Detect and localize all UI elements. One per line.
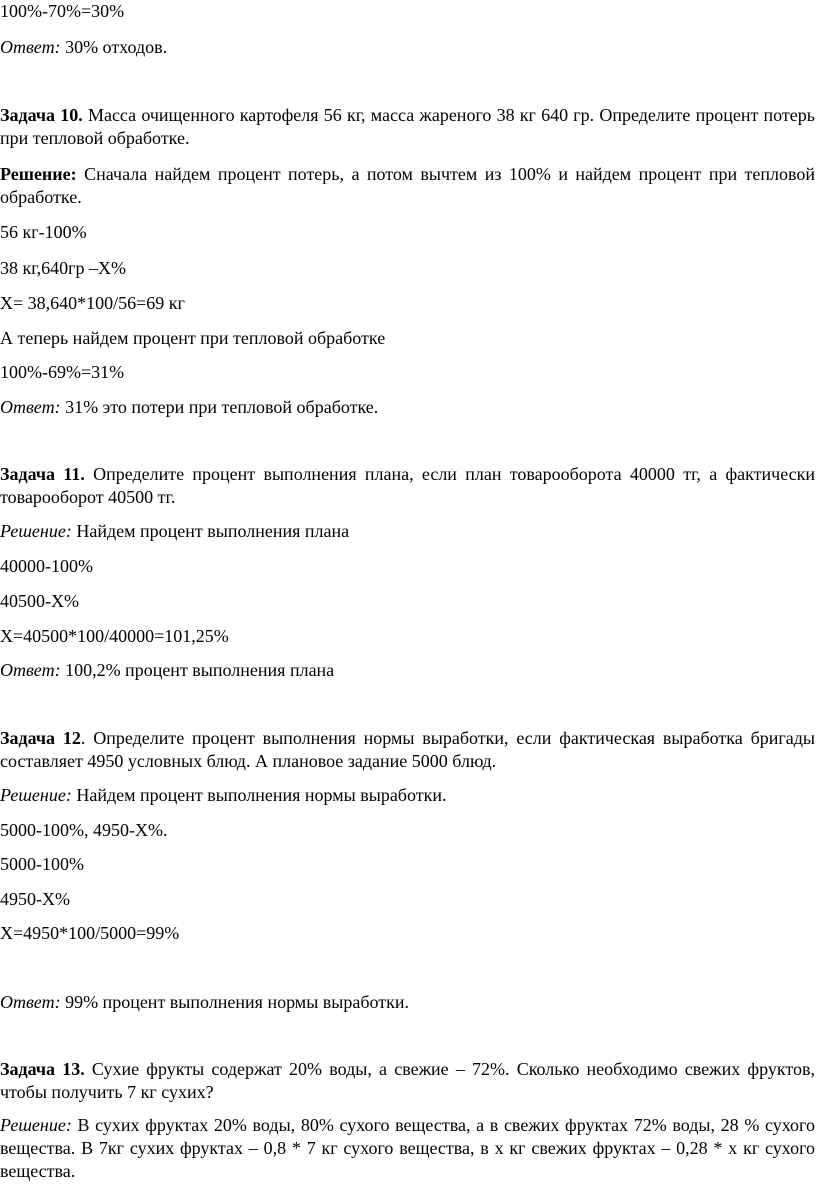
task-11-line: Х=40500*100/40000=101,25% (0, 626, 229, 646)
task-12-text: . Определите процент выполнения нормы выработки, если фактическая выработка бригады составляет 4950 условных блюд. А плановое задание 5000 блюд. (0, 728, 815, 771)
task-12-line: 5000-100% (0, 854, 84, 874)
task-11-statement (0, 463, 815, 509)
task-13-solution-label: Решение: (0, 1115, 72, 1135)
task-11-text: Определите процент выполнения плана, если план товарооборота 40000 тг, а фактически товарооборот 40500 тг. (0, 464, 816, 507)
task-11-answer-text: 100,2% процент выполнения плана (60, 660, 335, 680)
task-12-solution-label: Решение: (0, 785, 72, 805)
task-10-title: Задача 10. (0, 105, 83, 125)
task-10-solution-text: Сначала найдем процент потерь, а потом вычтем из 100% и найдем процент при тепловой обработке. (0, 164, 815, 207)
task-13-statement (0, 1058, 815, 1104)
task-11-answer-label: Ответ: (0, 660, 61, 680)
task-10-line: 38 кг,640гр –Х% (0, 258, 126, 278)
calc-line: 100%-70%=30% (0, 1, 125, 21)
answer-line (0, 36, 167, 58)
task-11-line: 40500-Х% (0, 591, 79, 611)
task-10-line: А теперь найдем процент при тепловой обработке (0, 328, 386, 348)
task-12-statement (0, 727, 815, 773)
task-12-answer-label: Ответ: (0, 992, 61, 1012)
task-10-line: 56 кг-100% (0, 222, 87, 242)
task-10-answer-text: 31% это потери при тепловой обработке. (60, 397, 379, 417)
task-10-text: Масса очищенного картофеля 56 кг, масса жареного 38 кг 640 гр. Определите процент потерь при тепловой обработке. (0, 105, 815, 148)
task-11-line: 40000-100% (0, 556, 93, 576)
task-13-solution (0, 1114, 815, 1183)
task-13-title: Задача 13. (0, 1059, 85, 1079)
task-10-answer (0, 396, 378, 418)
task-11-title: Задача 11. (0, 464, 85, 484)
task-12-line: 5000-100%, 4950-Х%. (0, 820, 168, 840)
task-10-line: 100%-69%=31% (0, 362, 125, 382)
task-12-line: Х=4950*100/5000=99% (0, 923, 180, 943)
task-12-answer (0, 991, 409, 1013)
task-12-line: 4950-Х% (0, 889, 70, 909)
task-11-answer (0, 659, 334, 681)
task-10-solution-label: Решение: (0, 164, 77, 184)
task-10-solution (0, 163, 815, 209)
task-13-text: Сухие фрукты содержат 20% воды, а свежие – 72%. Сколько необходимо свежих фруктов, чтобы получить 7 кг сухих? (0, 1059, 815, 1102)
task-12-solution (0, 784, 446, 806)
task-13-solution-text: В сухих фруктах 20% воды, 80% сухого вещества, а в свежих фруктах 72% воды, 28 % сухого вещества. В 7кг сухих фруктах – 0,8 * 7 кг сухого вещества, в х кг свежих фруктах – 0,28 * х кг сухого вещества. (0, 1115, 815, 1181)
task-10-line: Х= 38,640*100/56=69 кг (0, 293, 185, 313)
task-10-answer-label: Ответ: (0, 397, 61, 417)
task-12-answer-text: 99% процент выполнения нормы выработки. (60, 992, 410, 1012)
task-12-solution-text: Найдем процент выполнения нормы выработки. (71, 785, 447, 805)
answer-text: 30% отходов. (60, 37, 168, 57)
task-12-title: Задача 12 (0, 728, 81, 748)
task-11-solution-text: Найдем процент выполнения плана (71, 521, 350, 541)
task-11-solution (0, 520, 349, 542)
task-10-statement (0, 104, 815, 150)
answer-label: Ответ: (0, 37, 61, 57)
task-11-solution-label: Решение: (0, 521, 72, 541)
